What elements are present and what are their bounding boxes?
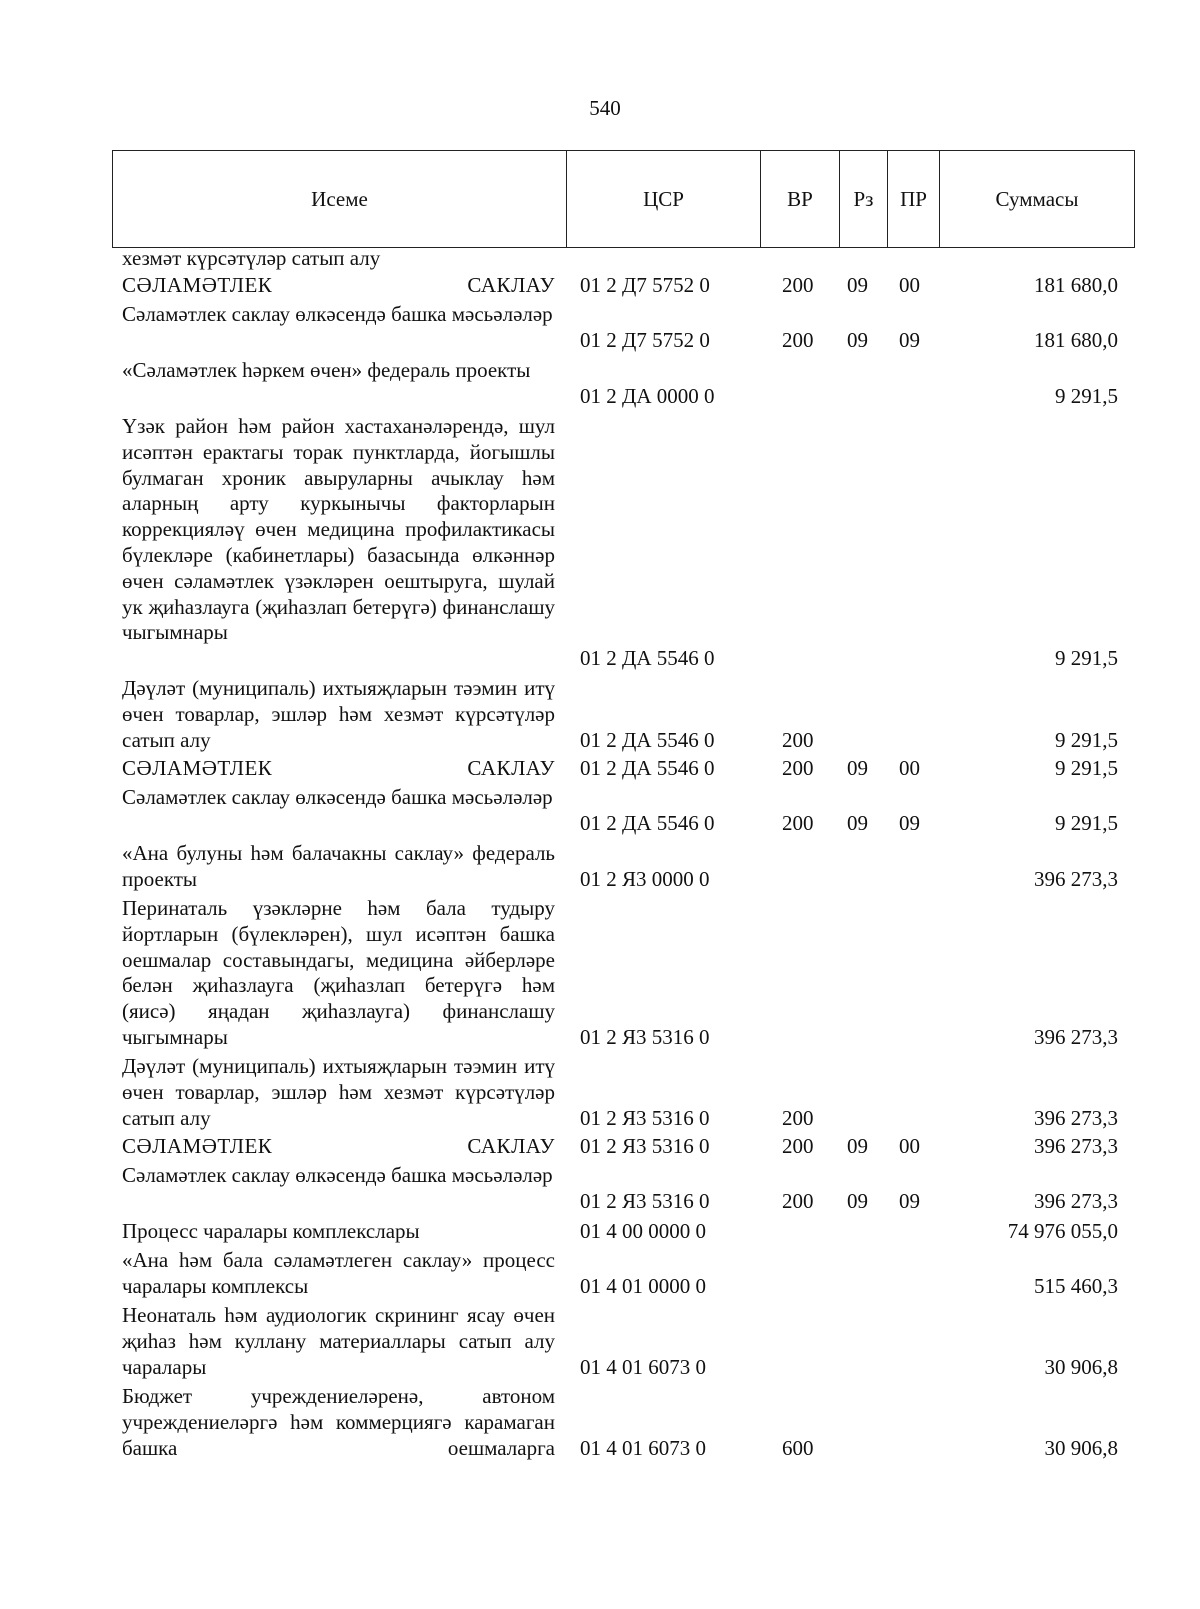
row-sum: 74 976 055,0 bbox=[1007, 1219, 1118, 1244]
table-header bbox=[112, 150, 1135, 248]
row-vr: 200 bbox=[782, 1106, 814, 1131]
row-pr: 00 bbox=[899, 273, 920, 298]
table-row bbox=[0, 358, 1200, 410]
row-sum: 30 906,8 bbox=[1044, 1436, 1118, 1461]
row-csr: 01 2 ДА 5546 0 bbox=[580, 811, 715, 836]
row-name: Перинаталь үзәкләрне һәм бала тудыру йортларын (бүлекләрен), шул исәптән башка оешмалар составындагы, медицина әйберләре белән җиһазлауга (җиһазлап бетерүгә һәм (яисә) яңадан җиһазлауга) финанслашу чыгымнары bbox=[122, 896, 555, 1049]
row-sum: 9 291,5 bbox=[1055, 728, 1118, 753]
row-rz: 09 bbox=[847, 811, 868, 836]
row-rz: 09 bbox=[847, 1189, 868, 1214]
row-name: «Ана һәм бала сәламәтлеген саклау» процесс чаралары комплексы bbox=[122, 1248, 555, 1298]
row-name: СӘЛАМӘТЛЕК САКЛАУ bbox=[122, 756, 555, 780]
row-sum: 396 273,3 bbox=[1034, 1106, 1118, 1131]
table-row bbox=[0, 1134, 1200, 1160]
row-name: Сәламәтлек саклау өлкәсендә башка мәсьәләләр bbox=[122, 302, 553, 326]
row-csr: 01 4 01 6073 0 bbox=[580, 1436, 706, 1461]
row-csr: 01 4 01 6073 0 bbox=[580, 1355, 706, 1380]
row-csr: 01 2 Я3 0000 0 bbox=[580, 867, 710, 892]
table-row bbox=[0, 896, 1200, 1051]
row-csr: 01 2 ДА 5546 0 bbox=[580, 646, 715, 671]
table-row bbox=[0, 1054, 1200, 1132]
row-sum: 396 273,3 bbox=[1034, 1025, 1118, 1050]
column-header-name: Исеме bbox=[113, 151, 567, 248]
row-rz: 09 bbox=[847, 756, 868, 781]
row-sum: 396 273,3 bbox=[1034, 867, 1118, 892]
table-row bbox=[0, 785, 1200, 837]
row-name: «Сәламәтлек һәркем өчен» федераль проекты bbox=[122, 358, 531, 382]
row-vr: 200 bbox=[782, 328, 814, 353]
row-csr: 01 2 ДА 5546 0 bbox=[580, 728, 715, 753]
row-name: Дәүләт (муниципаль) ихтыяҗларын тәэмин итү өчен товарлар, эшләр һәм хезмәт күрсәтүләр сатып алу bbox=[122, 1054, 555, 1130]
row-name: Процесс чаралары комплекслары bbox=[122, 1219, 420, 1243]
column-header-sum: Суммасы bbox=[940, 151, 1135, 248]
table-row bbox=[0, 302, 1200, 354]
row-csr: 01 2 ДА 0000 0 bbox=[580, 384, 715, 409]
row-sum: 181 680,0 bbox=[1034, 273, 1118, 298]
row-name: СӘЛАМӘТЛЕК САКЛАУ bbox=[122, 1134, 555, 1158]
row-name: Бюджет учреждениеләренә, автоном учреждениеләргә һәм коммерциягә карамаган башка оешмаларга bbox=[122, 1384, 555, 1460]
row-sum: 9 291,5 bbox=[1055, 384, 1118, 409]
row-sum: 9 291,5 bbox=[1055, 756, 1118, 781]
row-name: Дәүләт (муниципаль) ихтыяҗларын тәэмин итү өчен товарлар, эшләр һәм хезмәт күрсәтүләр сатып алу bbox=[122, 676, 555, 752]
row-vr: 200 bbox=[782, 811, 814, 836]
row-csr: 01 2 Я3 5316 0 bbox=[580, 1189, 710, 1214]
table-row bbox=[0, 273, 1200, 299]
row-csr: 01 2 ДА 5546 0 bbox=[580, 756, 715, 781]
column-header-rz: Рз bbox=[840, 151, 888, 248]
row-pr: 09 bbox=[899, 811, 920, 836]
table-row bbox=[0, 676, 1200, 754]
row-csr: 01 4 01 0000 0 bbox=[580, 1274, 706, 1299]
row-vr: 200 bbox=[782, 1189, 814, 1214]
row-csr: 01 2 Я3 5316 0 bbox=[580, 1106, 710, 1131]
row-pr: 09 bbox=[899, 328, 920, 353]
table-row bbox=[0, 1303, 1200, 1381]
row-sum: 396 273,3 bbox=[1034, 1134, 1118, 1159]
row-name: хезмәт күрсәтүләр сатып алу bbox=[122, 246, 381, 270]
row-pr: 00 bbox=[899, 1134, 920, 1159]
row-csr: 01 2 Д7 5752 0 bbox=[580, 328, 710, 353]
row-name: Сәламәтлек саклау өлкәсендә башка мәсьәләләр bbox=[122, 1163, 553, 1187]
table-row bbox=[0, 1219, 1200, 1245]
row-name: Сәламәтлек саклау өлкәсендә башка мәсьәләләр bbox=[122, 785, 553, 809]
row-rz: 09 bbox=[847, 328, 868, 353]
row-sum: 9 291,5 bbox=[1055, 646, 1118, 671]
table-row bbox=[0, 1248, 1200, 1300]
column-header-csr: ЦСР bbox=[567, 151, 761, 248]
table-row bbox=[0, 414, 1200, 672]
row-sum: 515 460,3 bbox=[1034, 1274, 1118, 1299]
row-csr: 01 4 00 0000 0 bbox=[580, 1219, 706, 1244]
row-name: «Ана булуны һәм балачакны саклау» федераль проекты bbox=[122, 841, 555, 891]
row-sum: 30 906,8 bbox=[1044, 1355, 1118, 1380]
table-row bbox=[0, 1384, 1200, 1462]
row-vr: 200 bbox=[782, 756, 814, 781]
row-sum: 9 291,5 bbox=[1055, 811, 1118, 836]
column-header-vr: ВР bbox=[761, 151, 840, 248]
row-vr: 600 bbox=[782, 1436, 814, 1461]
row-vr: 200 bbox=[782, 728, 814, 753]
row-sum: 396 273,3 bbox=[1034, 1189, 1118, 1214]
page-number: 540 bbox=[589, 96, 621, 120]
row-vr: 200 bbox=[782, 1134, 814, 1159]
table-row bbox=[0, 756, 1200, 782]
table-row bbox=[0, 1163, 1200, 1215]
table-row bbox=[0, 246, 1200, 272]
row-pr: 09 bbox=[899, 1189, 920, 1214]
row-csr: 01 2 Я3 5316 0 bbox=[580, 1025, 710, 1050]
row-name: Үзәк район һәм район хастаханәләрендә, шул исәптән ерактагы торак пунктларда, йогышлы булмаган хроник авыруларны ачыклау һәм аларның арту куркынычы факторларын коррекцияләү өчен медицина профилактикасы бүлекләре (кабинетлары) базасында өлкәннәр өчен сәламәтлек үзәкләрен оештыруга, шулай ук җиһазлауга (җиһазлап бетерүгә) финанслашу чыгымнары bbox=[122, 414, 555, 645]
row-name: СӘЛАМӘТЛЕК САКЛАУ bbox=[122, 273, 555, 297]
table-row bbox=[0, 841, 1200, 893]
row-rz: 09 bbox=[847, 273, 868, 298]
column-header-pr: ПР bbox=[888, 151, 940, 248]
row-rz: 09 bbox=[847, 1134, 868, 1159]
row-csr: 01 2 Я3 5316 0 bbox=[580, 1134, 710, 1159]
row-sum: 181 680,0 bbox=[1034, 328, 1118, 353]
row-csr: 01 2 Д7 5752 0 bbox=[580, 273, 710, 298]
row-pr: 00 bbox=[899, 756, 920, 781]
row-vr: 200 bbox=[782, 273, 814, 298]
row-name: Неонаталь һәм аудиологик скрининг ясау өчен җиһаз һәм куллану материаллары сатып алу чаралары bbox=[122, 1303, 555, 1379]
